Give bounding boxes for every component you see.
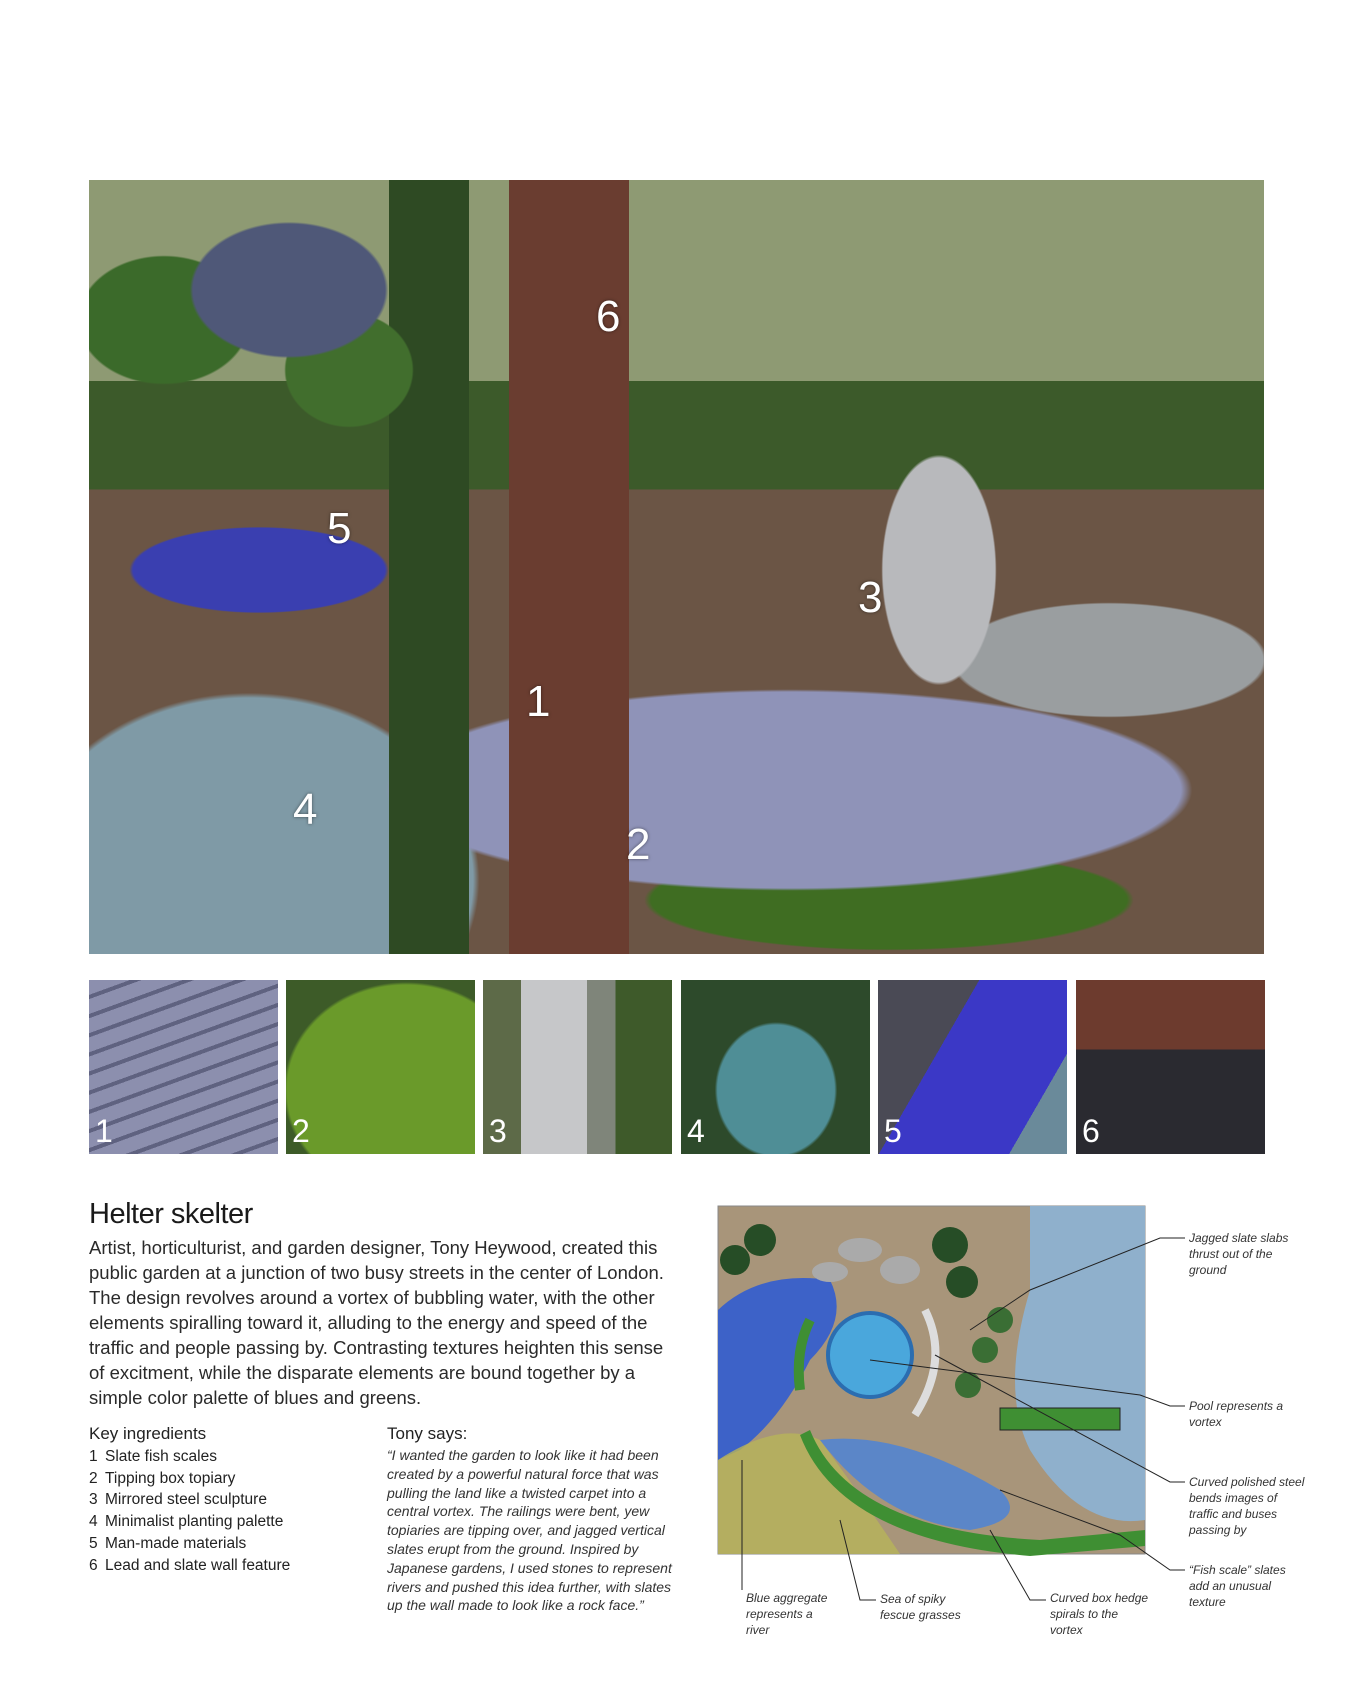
thumbnail-box-topiary [286,980,475,1154]
label-steel-sculpture: Curved polished steel bends images of traffic and buses passing by [1189,1475,1305,1537]
photo-label-2: 2 [626,820,651,869]
thumbnail-number: 6 [1082,1113,1100,1149]
label-jagged-slate: Jagged slate slabs thrust out of the ground [1189,1231,1289,1277]
main-garden-photo [89,180,1264,954]
label-fish-scale: “Fish scale” slates add an unusual texture [1189,1563,1286,1609]
intro-paragraph: Artist, horticulturist, and garden designer, Tony Heywood, created this public garden at a junction of two busy streets in the center of London. The design revolves around a vortex of bubbling water, with the other elements spiralling toward it, alluding to the energy and speed of the traffic and people passing by. Contrasting textures heighten this sense of excitment, while the disparate elements are bound together by a simple color palette of blues and greens. [89,1237,664,1408]
photo-label-5: 5 [327,504,352,553]
detail-thumbnails [89,980,1264,1154]
article-title: Helter skelter [89,1198,253,1230]
thumbnail-wall-feature [1076,980,1265,1154]
thumbnail-number: 2 [292,1113,310,1149]
label-pool-vortex: Pool represents a vortex [1189,1399,1284,1429]
tony-says [387,1424,677,1615]
thumbnail-number: 3 [489,1113,507,1149]
tony-quote: “I wanted the garden to look like it had been created by a powerful natural force that was pulling the land like a twisted carpet into a central vortex. The railings were bent, yew topiaries are tipping over, and jagged vertical slates erupt from the ground. Inspired by Japanese gardens, I used stones to represent rivers and pushed this idea further, with slates up the wall made to look like a rock face.” [387,1447,672,1614]
photo-label-1: 1 [526,677,551,726]
thumbnail-number: 4 [687,1113,705,1149]
label-blue-aggregate: Blue aggregate represents a river [746,1591,828,1637]
tony-says-heading: Tony says: [387,1424,468,1443]
vortex-pool [828,1313,912,1397]
label-fescue: Sea of spiky fescue grasses [880,1592,961,1622]
key-ingredients [89,1424,290,1576]
ingredient-item: 5 Man-made materials [89,1534,247,1552]
thumbnail-number: 1 [95,1113,113,1149]
ingredient-item: 3 Mirrored steel sculpture [89,1491,267,1509]
thumbnail-steel-sculpture [483,980,672,1154]
thumbnail-man-made-materials [878,980,1067,1154]
ingredient-item: 6 Lead and slate wall feature [89,1556,291,1574]
thumbnail-number: 5 [884,1113,902,1149]
label-box-hedge: Curved box hedge spirals to the vortex [1050,1591,1149,1637]
photo-label-3: 3 [858,573,883,622]
key-ingredients-heading: Key ingredients [89,1424,207,1443]
photo-label-6: 6 [596,292,621,341]
garden-plan-diagram [700,1190,1352,1660]
thumbnail-slate-fish-scales [89,980,278,1154]
ingredient-item: 4 Minimalist planting palette [89,1513,284,1531]
ingredient-item: 2 Tipping box topiary [89,1469,236,1487]
photo-label-4: 4 [293,785,318,834]
thumbnail-planting [681,980,870,1154]
ingredient-item: 1 Slate fish scales [89,1448,217,1465]
